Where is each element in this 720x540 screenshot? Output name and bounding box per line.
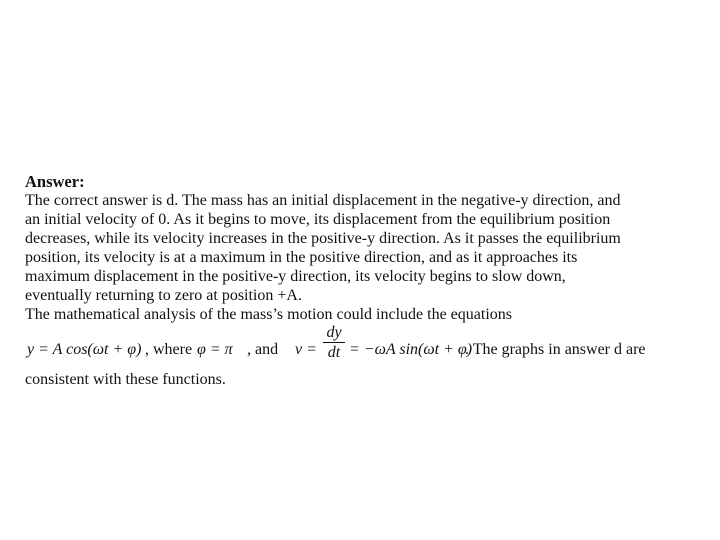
fraction-numerator: dy (326, 324, 342, 341)
fraction-bar (323, 342, 345, 343)
velocity-symbol: v = (295, 341, 317, 358)
answer-block (25, 172, 705, 405)
text-line: position, its velocity is at a maximum in the positive direction, and as it approaches its (25, 249, 578, 266)
answer-paragraph (25, 191, 705, 324)
answer-heading: Answer: (25, 172, 85, 191)
text-line: maximum displacement in the positive-y direction, its velocity begins to slow down, (25, 268, 566, 285)
equation-line (25, 324, 705, 370)
equation-text: , where (145, 341, 193, 358)
closing-text: consistent with these functions. (25, 371, 226, 388)
phase-equation: φ = π (197, 341, 233, 358)
velocity-equation: = −ωA sin(ωt + φ) (349, 341, 473, 358)
text-line: an initial velocity of 0. As it begins to move, its displacement from the equilibrium position (25, 211, 611, 228)
equation-text: . The graphs in answer d are (465, 341, 646, 358)
text-line: eventually returning to zero at position +A. (25, 287, 302, 304)
derivative-fraction (323, 324, 345, 361)
fraction-denominator: dt (327, 344, 341, 361)
text-line: The mathematical analysis of the mass’s motion could include the equations (25, 306, 512, 323)
position-equation: y = A cos(ωt + φ) (27, 341, 142, 358)
text-line: The correct answer is d. The mass has an initial displacement in the negative-y direction, and (25, 192, 621, 209)
text-line: decreases, while its velocity increases in the positive-y direction. As it passes the equilibrium (25, 230, 621, 247)
equation-text: , and (247, 341, 279, 358)
